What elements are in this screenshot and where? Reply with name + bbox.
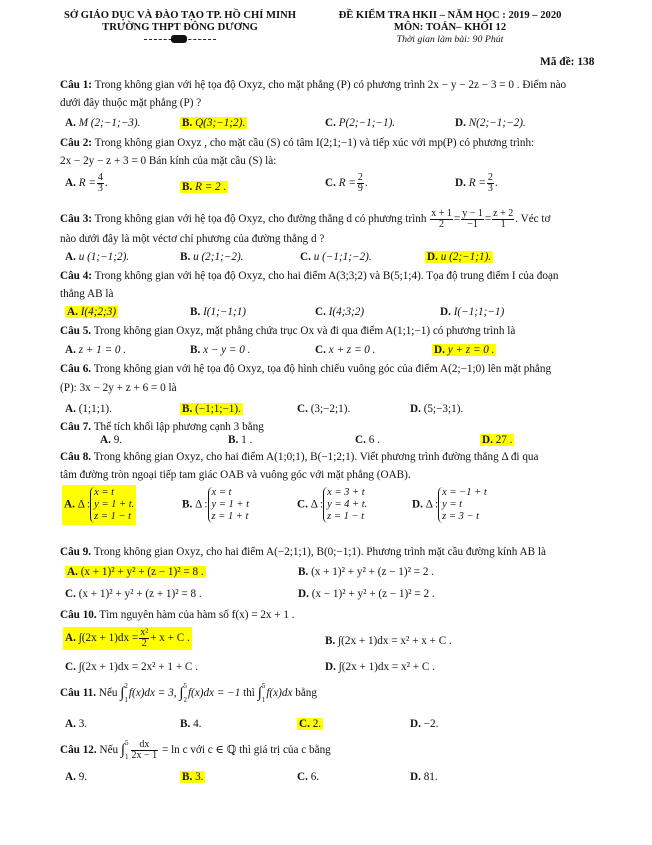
option-b[interactable] (298, 566, 434, 578)
option-text: 3. (78, 718, 88, 730)
fraction (430, 209, 453, 230)
option-text: 9. (113, 434, 123, 446)
question-text: Nếu (99, 744, 119, 757)
option-d[interactable] (410, 403, 463, 415)
option-b[interactable] (190, 306, 246, 318)
option-text: u (1;−1;2). (78, 251, 130, 263)
option-a[interactable] (65, 771, 87, 783)
option-text: 4. (193, 718, 202, 730)
option-b[interactable] (180, 251, 243, 263)
option-text: Δ : (77, 498, 91, 511)
question-text: = ln c với c ∈ ℚ thì giá trị của c bằng (161, 744, 331, 757)
option-key: D. (412, 498, 423, 511)
option-d[interactable] (432, 344, 496, 356)
option-key: D. (410, 718, 421, 730)
equation-system (208, 487, 250, 523)
option-a[interactable] (65, 117, 140, 129)
option-text: I(−1;1;−1) (453, 306, 505, 318)
option-c[interactable] (355, 434, 380, 446)
question-2 (60, 137, 534, 149)
option-a[interactable] (65, 251, 129, 263)
option-text: (x + 1)² + y² + (z − 1)² = 8 . (80, 566, 204, 578)
option-b[interactable] (190, 344, 250, 356)
question-label: Câu 1: (60, 79, 93, 91)
option-key: B. (182, 181, 193, 193)
option-key: B. (228, 434, 239, 446)
option-a[interactable] (65, 344, 126, 356)
option-text: I(4;3;2) (328, 306, 365, 318)
denominator: 9 (357, 183, 363, 194)
equation: z = 1 + t (211, 511, 249, 522)
option-key: D. (410, 771, 421, 783)
lower-limit: 1 (261, 696, 266, 704)
integral-limits (125, 740, 129, 761)
option-key: C. (299, 718, 310, 730)
question-text: thì (243, 687, 255, 700)
numerator: 2 (357, 172, 363, 183)
equation: x = t (211, 487, 232, 498)
equation-system (438, 487, 487, 523)
option-key: A. (65, 344, 76, 356)
option-key: B. (190, 306, 201, 318)
option-text: R = (338, 177, 356, 190)
option-text: ∫(2x + 1)dx = (78, 632, 139, 645)
option-text: Q(3;−1;2). (195, 117, 246, 129)
option-b[interactable] (180, 718, 201, 730)
question-label: Câu 2: (60, 137, 93, 149)
option-d[interactable] (410, 718, 438, 730)
option-text: x + z = 0 . (328, 344, 376, 356)
question-text: Trong không gian với hệ tọa độ Oxyz, cho mặt phẳng (P) có phương trình 2x − y − 2z − 3 = 0 . Điểm nào (94, 79, 567, 91)
question-text: Trong không gian Oxyz, mặt phẳng chứa trục Ox và đi qua điểm A(1;1;−1) có phương trình là (93, 325, 516, 337)
option-key: D. (455, 177, 466, 190)
upper-limit: 5 (125, 739, 129, 747)
numerator: z + 2 (493, 208, 514, 219)
upper-limit: 5 (183, 682, 187, 690)
question-text: Trong không gian Oxyz, cho hai điểm A(−2;1;1), B(0;−1;1). Phương trình mặt cầu đường kính AB là (93, 546, 546, 558)
option-key: D. (427, 251, 438, 263)
option-key: D. (455, 117, 466, 129)
option-text: ∫(2x + 1)dx = x² + C . (338, 661, 435, 673)
option-key: C. (65, 661, 76, 673)
question-5 (60, 325, 515, 337)
question-text: bằng (295, 687, 317, 700)
option-text: 6. (310, 771, 320, 783)
option-b[interactable] (325, 635, 452, 647)
option-key: B. (298, 566, 309, 578)
equation-system (90, 487, 134, 523)
option-key: A. (65, 718, 76, 730)
option-key: D. (482, 434, 493, 446)
exam-title: ĐỀ KIỂM TRA HKII – NĂM HỌC : 2019 – 2020 (338, 10, 562, 21)
option-key: D. (434, 344, 445, 356)
question-4 (60, 270, 559, 282)
option-key: A. (67, 306, 78, 318)
option-key: B. (180, 718, 191, 730)
fraction (492, 209, 514, 230)
option-text: z + 1 = 0 . (78, 344, 127, 356)
option-text: y + z = 0 . (447, 344, 495, 356)
option-d[interactable] (425, 251, 493, 263)
option-text: M (2;−1;−3). (78, 117, 141, 129)
option-text: u (2;1;−2). (193, 251, 244, 263)
option-b[interactable] (228, 434, 252, 446)
option-key: B. (180, 251, 191, 263)
question-9 (60, 546, 546, 558)
option-d[interactable] (298, 588, 435, 600)
option-key: C. (325, 117, 336, 129)
fraction (139, 628, 149, 649)
option-key: A. (65, 403, 76, 415)
question-text: Thể tích khối lập phương cạnh 3 bằng (93, 421, 264, 433)
option-c[interactable] (315, 306, 364, 318)
option-key: B. (182, 117, 193, 129)
question-text: f(x)dx = 3, (128, 687, 177, 700)
denominator: −1 (467, 219, 478, 230)
lower-limit: 1 (125, 753, 129, 761)
option-key: B. (325, 635, 336, 647)
option-text: R = 2 . (195, 181, 227, 193)
option-key: A. (65, 177, 76, 190)
option-key: D. (410, 403, 421, 415)
question-text-cont: dưới đây thuộc mặt phẳng (P) ? (60, 97, 202, 109)
question-label: Câu 11. (60, 687, 97, 700)
equation: z = 1 − t (327, 511, 365, 522)
option-b[interactable] (180, 181, 228, 193)
fraction (461, 209, 484, 230)
option-text: −2. (423, 718, 439, 730)
option-text: Δ : (195, 498, 208, 511)
question-label: Câu 12. (60, 744, 97, 757)
option-text: ∫(2x + 1)dx = 2x² + 1 + C . (78, 661, 198, 673)
exam-time: Thời gian làm bài: 90 Phút (396, 34, 504, 45)
header-right (330, 10, 570, 46)
option-text: P(2;−1;−1). (338, 117, 396, 129)
question-label: Câu 6. (60, 363, 92, 375)
option-key: C. (297, 403, 308, 415)
option-text: + x + C . (150, 632, 190, 645)
header-left (50, 10, 310, 47)
option-d[interactable] (440, 306, 504, 318)
equation: y = 4 + t. (327, 499, 368, 510)
option-c[interactable] (297, 403, 350, 415)
numerator: 4 (97, 172, 103, 183)
question-text: Trong không gian Oxyz , cho mặt cầu (S) có tâm I(2;1;−1) và tiếp xúc với mp(P) có phương trình: (94, 137, 535, 149)
equation: y = 1 + t (211, 499, 250, 510)
option-key: C. (315, 306, 326, 318)
question-text: Trong không gian Oxyz, cho hai điểm A(1;0;1), B(−1;2;1). Viết phương trình đường thẳng Δ đi qua (93, 451, 539, 463)
equation: y = t (442, 499, 463, 510)
option-key: C. (325, 177, 336, 190)
question-text-cont: 2x − 2y − z + 3 = 0 Bán kính của mặt cầu (S) là: (60, 155, 277, 167)
integral-sign: ∫ (179, 685, 184, 701)
integral-limits (262, 683, 266, 704)
question-label: Câu 3: (60, 213, 93, 226)
question-10 (60, 609, 295, 621)
question-1 (60, 79, 566, 91)
denominator: 3 (97, 183, 103, 194)
question-text-cont: nào dưới đây là một véctơ chỉ phương của đường thẳng d ? (60, 233, 325, 245)
option-key: C. (297, 771, 308, 783)
option-key: B. (182, 498, 193, 511)
upper-limit: 5 (261, 682, 266, 690)
question-12 (60, 740, 331, 761)
fraction (487, 173, 494, 194)
option-text: (x + 1)² + y² + (z − 1)² = 2 . (311, 566, 435, 578)
option-text: u (2;−1;1). (440, 251, 492, 263)
option-b[interactable] (180, 403, 243, 415)
numerator: 2 (487, 172, 493, 183)
numerator: y − 1 (462, 208, 483, 219)
option-a[interactable] (65, 306, 118, 318)
equation: z = 3 − t (442, 511, 480, 522)
question-text: Trong không gian với hệ tọa độ Oxyz, cho hai điểm A(3;3;2) và B(5;1;4). Tọa độ trung điểm I của đoạn (94, 270, 559, 282)
option-key: C. (355, 434, 366, 446)
question-text: f(x)dx = −1 (187, 687, 241, 700)
question-label: Câu 4: (60, 270, 93, 282)
exam-code: Mã đề: 138 (540, 56, 595, 68)
integral-limits (183, 683, 187, 704)
denominator: 1 (500, 219, 506, 230)
question-11 (60, 683, 317, 704)
equation: x = −1 + t (442, 487, 487, 498)
option-key: C. (65, 588, 76, 600)
lower-limit: 2 (183, 696, 187, 704)
equation: x = 3 + t (327, 487, 365, 498)
option-key: A. (64, 498, 75, 511)
equation-system (323, 487, 367, 523)
option-c[interactable] (297, 718, 323, 730)
option-key: A. (100, 434, 111, 446)
option-a[interactable] (65, 566, 206, 578)
option-key: C. (315, 344, 326, 356)
fraction (131, 740, 159, 761)
option-a[interactable] (62, 485, 136, 525)
option-key: A. (65, 632, 76, 645)
question-6 (60, 363, 551, 375)
option-d[interactable] (412, 487, 487, 523)
option-c[interactable] (300, 251, 372, 263)
option-key: B. (182, 403, 193, 415)
option-text: Δ : (425, 498, 439, 511)
option-text: (x − 1)² + y² + (z − 1)² = 2 . (311, 588, 435, 600)
option-text: 3. (195, 771, 204, 783)
fraction (97, 173, 104, 194)
option-key: B. (190, 344, 201, 356)
option-key: A. (65, 771, 76, 783)
option-a[interactable]: A. R = $\frac{4}{3}$ . (65, 172, 108, 194)
denominator: 2 (439, 219, 445, 230)
school-name: TRƯỜNG THPT ĐÔNG DƯƠNG (102, 22, 258, 33)
option-d[interactable] (455, 117, 526, 129)
question-text: Trong không gian với hệ tọa độ Oxyz, cho đường thẳng d có phương trình (94, 213, 427, 226)
option-key: C. (297, 498, 308, 511)
integral-sign: ∫ (257, 685, 262, 701)
option-key: B. (182, 771, 193, 783)
question-label: Câu 8. (60, 451, 92, 463)
question-text: . Véc tơ (515, 213, 551, 226)
option-key: D. (325, 661, 336, 673)
option-key: A. (65, 117, 76, 129)
numerator: x + 1 (431, 208, 452, 219)
option-text: ∫(2x + 1)dx = x² + x + C . (338, 635, 452, 647)
question-7 (60, 421, 264, 433)
option-text: 1 . (241, 434, 253, 446)
option-text: 6 . (368, 434, 380, 446)
option-text: (1;1;1). (78, 403, 112, 415)
question-text-cont: tâm đường tròn ngoại tiếp tam giác OAB và vuông góc với mặt phẳng (OAB). (60, 469, 411, 481)
option-text: 9. (78, 771, 88, 783)
option-text: I(4;2;3) (80, 306, 117, 318)
option-b[interactable] (180, 771, 205, 783)
option-text: u (−1;1;−2). (313, 251, 372, 263)
option-text: Δ : (310, 498, 324, 511)
option-text: R = (468, 177, 486, 190)
question-8 (60, 451, 539, 463)
option-c[interactable]: C. R = $\frac{2}{9}$ . (325, 172, 368, 194)
question-text-cont: thẳng AB là (60, 288, 114, 300)
exam-subject: MÔN: TOÁN– KHỐI 12 (393, 22, 507, 33)
option-key: A. (67, 566, 78, 578)
question-3: Câu 3: Trong không gian với hệ tọa độ Oxyz, cho đường thẳng d có phương trình $\frac{x + 1}{2}$ = $\frac{y - 1}{-1}$ = $\frac{z + 2}{1}$ . Véc tơ (60, 208, 551, 230)
school-logo-divider (144, 35, 216, 43)
question-label: Câu 10. (60, 609, 97, 621)
option-a[interactable] (100, 434, 122, 446)
option-c[interactable] (65, 588, 202, 600)
denominator: 2 (141, 638, 147, 649)
equation: x = t (94, 487, 115, 498)
option-c[interactable] (297, 487, 367, 523)
denominator: 3 (487, 183, 493, 194)
numerator: dx (131, 740, 159, 751)
option-text: I(1;−1;1) (203, 306, 247, 318)
option-b[interactable] (180, 117, 247, 129)
integral-sign: ∫ (120, 742, 126, 758)
option-c[interactable] (65, 661, 198, 673)
equation: z = 1 − t (94, 511, 132, 522)
option-a[interactable] (63, 627, 192, 650)
option-text: (−1;1;−1). (195, 403, 241, 415)
option-key: C. (300, 251, 311, 263)
integral-sign: ∫ (120, 685, 125, 701)
equation: y = 1 + t. (94, 499, 135, 510)
question-text: Tìm nguyên hàm của hàm số f(x) = 2x + 1 . (99, 609, 295, 621)
dept-name: SỞ GIÁO DỤC VÀ ĐÀO TẠO TP. HỒ CHÍ MINH (63, 10, 297, 21)
option-key: D. (440, 306, 451, 318)
option-key: D. (298, 588, 309, 600)
option-text: N(2;−1;−2). (468, 117, 526, 129)
option-d[interactable] (325, 661, 435, 673)
option-text: (5;−3;1). (423, 403, 464, 415)
option-c[interactable] (297, 771, 319, 783)
option-d[interactable]: D. R = $\frac{2}{3}$ . (455, 172, 498, 194)
integral-limits (124, 683, 128, 704)
question-label: Câu 7. (60, 421, 92, 433)
option-a[interactable] (65, 718, 87, 730)
option-b[interactable] (182, 487, 249, 523)
option-text: 81. (423, 771, 438, 783)
question-label: Câu 9. (60, 546, 92, 558)
question-text: f(x)dx (266, 687, 293, 700)
upper-limit: 2 (124, 682, 128, 690)
question-label: Câu 5. (60, 325, 92, 337)
option-a[interactable] (65, 403, 112, 415)
option-text: (3;−2;1). (310, 403, 351, 415)
option-c[interactable] (325, 117, 395, 129)
option-key: A. (65, 251, 76, 263)
option-d[interactable] (410, 771, 438, 783)
question-text-cont: (P): 3x − 2y + z + 6 = 0 là (60, 382, 177, 394)
question-text: Trong không gian với hệ tọa độ Oxyz, tọa độ hình chiếu vuông góc của điểm A(2;−1;0) lên mặt phẳng (93, 363, 552, 375)
denominator: 2x − 1 (131, 750, 158, 761)
option-text: R = (78, 177, 96, 190)
option-text: 27 . (495, 434, 513, 446)
question-text: Nếu (98, 687, 118, 700)
option-d[interactable] (480, 434, 514, 446)
option-text: x − y = 0 . (203, 344, 251, 356)
option-text: 2. (312, 718, 322, 730)
lower-limit: 1 (124, 696, 128, 704)
fraction (357, 173, 364, 194)
option-text: (x + 1)² + y² + (z + 1)² = 8 . (78, 588, 202, 600)
numerator: x² (140, 627, 149, 638)
option-c[interactable] (315, 344, 375, 356)
